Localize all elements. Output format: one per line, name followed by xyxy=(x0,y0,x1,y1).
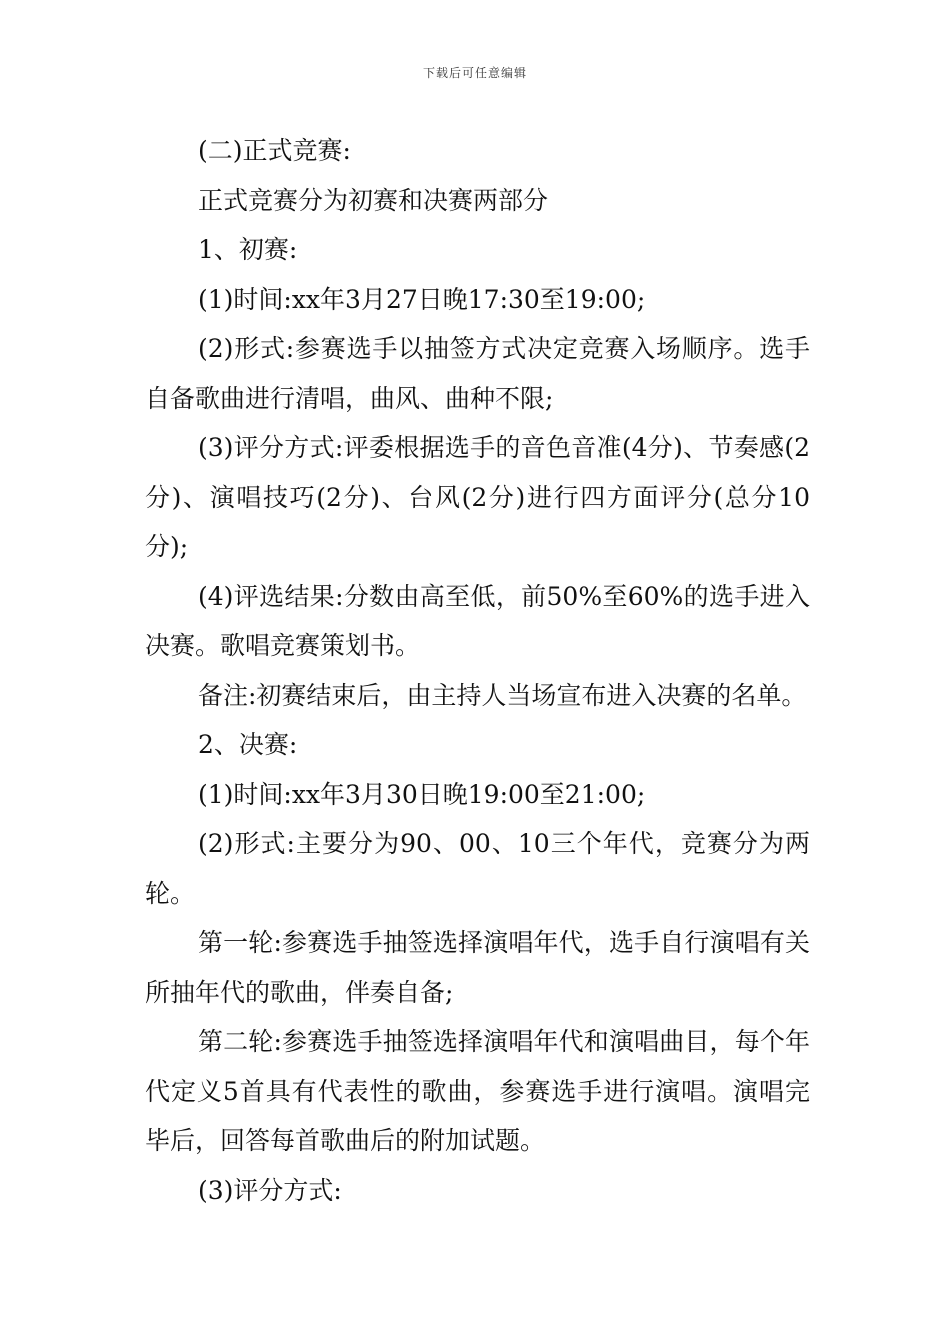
paragraph-final-round-two: 第二轮:参赛选手抽签选择演唱年代和演唱曲目，每个年代定义5首具有代表性的歌曲，参赛选手进行演唱。演唱完毕后，回答每首歌曲后的附加试题。 xyxy=(145,1027,810,1155)
section-heading-formal-competition: (二)正式竞赛: xyxy=(198,136,351,165)
paragraph-competition-overview: 正式竞赛分为初赛和决赛两部分 xyxy=(198,185,549,215)
paragraph-preliminary-result: (4)评选结果:分数由高至低，前50%至60%的选手进入决赛。歌唱竞赛策划书。 xyxy=(145,581,810,660)
paragraph-final-round-one: 第一轮:参赛选手抽签选择演唱年代，选手自行演唱有关所抽年代的歌曲，伴奏自备; xyxy=(145,928,810,1007)
paragraph-final-scoring: (3)评分方式: xyxy=(198,1175,342,1205)
page-header-note: 下载后可任意编辑 xyxy=(422,66,527,80)
subheading-preliminary: 1、初赛: xyxy=(198,235,298,264)
paragraph-preliminary-time: (1)时间:xx年3月27日晚17:30至19:00; xyxy=(198,284,646,314)
paragraph-preliminary-note: 备注:初赛结束后，由主持人当场宣布进入决赛的名单。 xyxy=(198,680,807,710)
paragraph-final-format: (2)形式:主要分为90、00、10三个年代，竞赛分为两轮。 xyxy=(145,829,810,908)
paragraph-preliminary-format: (2)形式:参赛选手以抽签方式决定竞赛入场顺序。选手自备歌曲进行清唱，曲风、曲种不限; xyxy=(145,334,810,413)
document-body xyxy=(145,126,810,1215)
paragraph-final-time: (1)时间:xx年3月30日晚19:00至21:00; xyxy=(198,779,646,809)
paragraph-preliminary-scoring: (3)评分方式:评委根据选手的音色音准(4分)、节奏感(2分)、演唱技巧(2分)、台风(2分)进行四方面评分(总分10分); xyxy=(145,433,810,561)
subheading-final: 2、决赛: xyxy=(198,730,298,759)
